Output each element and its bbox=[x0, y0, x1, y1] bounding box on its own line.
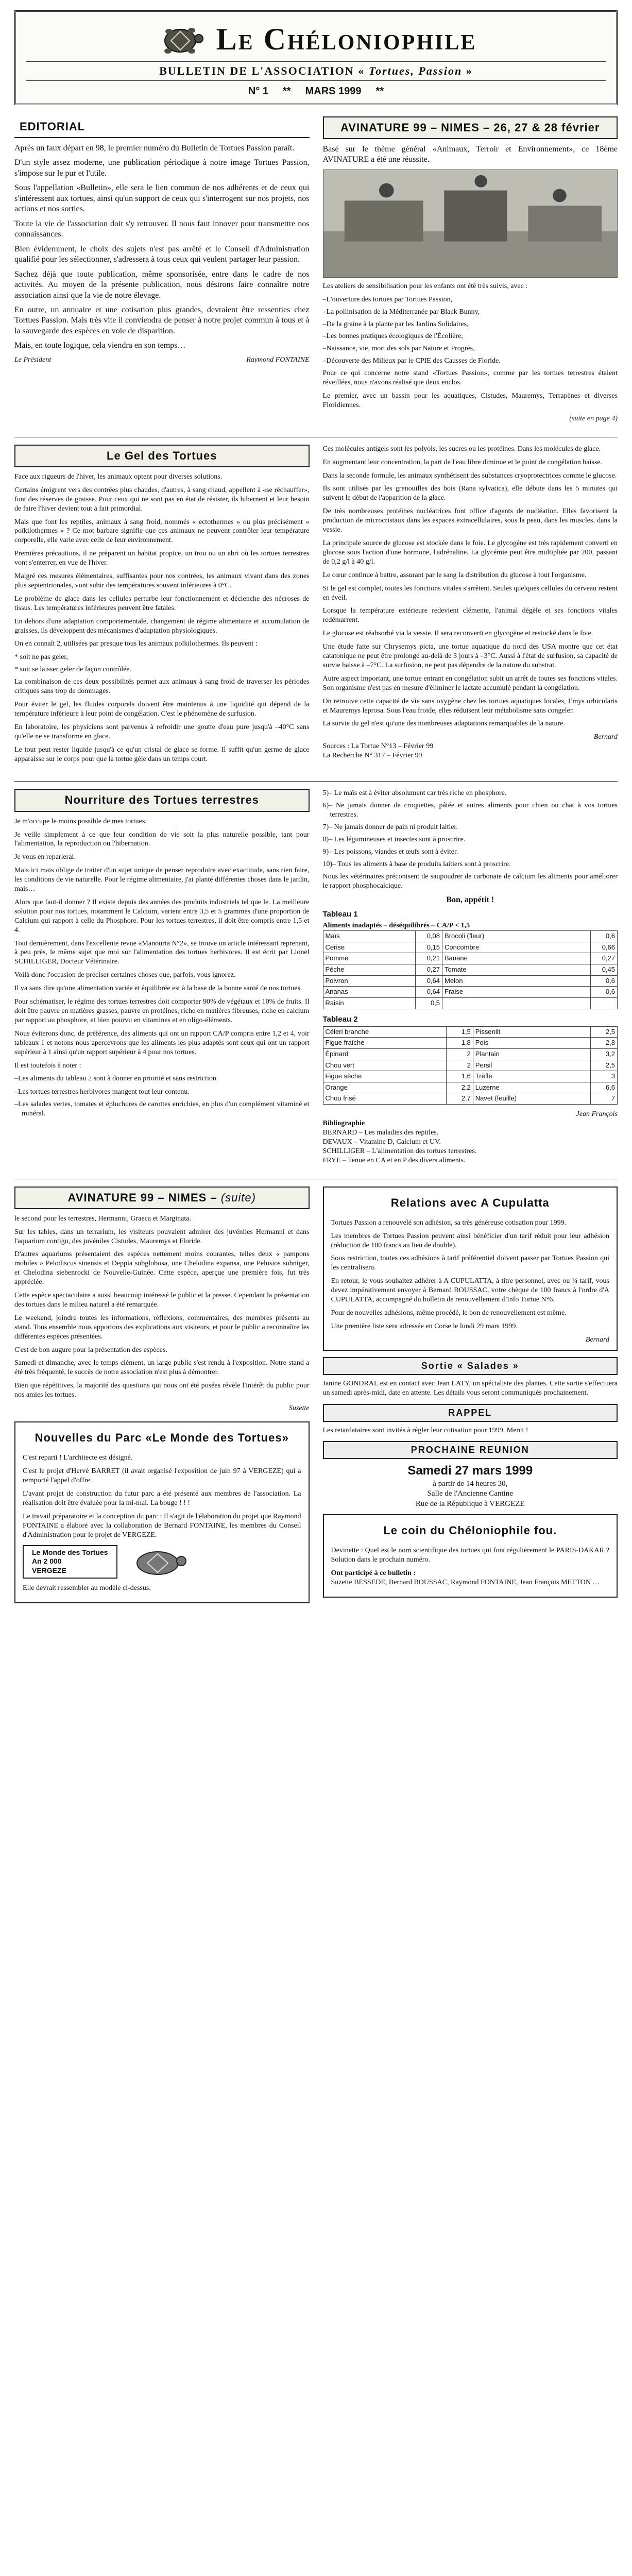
table2-body bbox=[323, 1026, 618, 1104]
reunion-event bbox=[323, 1463, 618, 1509]
gel-right-paragraph: Une étude faite sur Chrysemys picta, une tortue aquatique du nord des USA montre que cet état catatonique ne peut être prolongé au-delà de 3 jours à –3°C. Aussi à l'état de surfusion, sa capacité de survie baisse à –7°C. La surfusion, ne peut pas dépendre de la nature du substrat. bbox=[322, 643, 618, 669]
editorial-section bbox=[14, 116, 310, 423]
cupulatta-paragraph: Les membres de Tortues Passion peuvent ainsi bénéficier d'un tarif réduit pour leur adhésion (réduction de 100 francs au lieu de double). bbox=[331, 1232, 609, 1249]
bibliography-item: DEVAUX – Vitamine D, Calcium et UV. bbox=[322, 1138, 441, 1146]
nourriture-paragraph: Pour schématiser, le régime des tortues terrestres doit comporter 90% de végétaux et 10% de fruits. Il doit être pauvre en matières grasses, pauvre en protéines, riche en matières fibreuses, riche en calcium par rapport au phosphore, et bien pourvu en vitamines et en oligo-éléments. bbox=[14, 998, 310, 1024]
avinature-cont-paragraph: le second pour les terrestres, Hermanni, Graeca et Marginata. bbox=[14, 1214, 191, 1223]
table2-cell: Céleri branche bbox=[323, 1026, 446, 1038]
parc-closing: Elle devrait ressembler au modèle ci-dessus. bbox=[23, 1584, 151, 1592]
cupulatta-paragraph: Sous restriction, toutes ces adhésions à tarif préférentiel doivent passer par Tortues Passion qui les centralisera. bbox=[331, 1255, 609, 1272]
table2-cell: 2,7 bbox=[446, 1093, 473, 1105]
cupulatta-paragraph: Une première liste sera adressée en Corse le lundi 29 mars 1999. bbox=[331, 1322, 518, 1330]
avinature-cont-paragraph: Cette espèce spectaculaire a aussi beaucoup intéressé le public et la presse. Cependant la présentation des tortues dans le milieu naturel a été remarquée. bbox=[14, 1292, 310, 1309]
nourriture-closing: Bon, appétit ! bbox=[446, 895, 494, 904]
table1-body bbox=[323, 931, 618, 1009]
parc-paragraph: L'avant projet de construction du futur parc a été présenté aux membres de l'association. La réalisation doit être évaluée pour la mi-mai. La bouge ! ! ! bbox=[23, 1489, 301, 1507]
gel-paragraph: Mais que font les reptiles, animaux à sang froid, nommés « ectothermes » ou plus précisément « poïkilothermes » ? Ce mot barbare signifie que ces animaux ne peuvent contrôler leur température corporelle, elle varie avec celle de leur environnement. bbox=[14, 518, 310, 545]
table1-cell: Poivron bbox=[323, 975, 416, 987]
gel-right-paragraph: Si le gel est complet, toutes les fonctions vitales s'arrêtent. Seules quelques cellules du cerveau restent en éveil. bbox=[322, 584, 618, 602]
nourriture-signature: Jean François bbox=[576, 1110, 618, 1118]
nourriture-rule-item: 7)– Ne jamais donner de pain ni produit laitier. bbox=[322, 823, 458, 832]
avinature-list-item: –De la graine à la plante par les Jardins Solidaires, bbox=[322, 320, 469, 328]
parc-box bbox=[14, 1421, 310, 1603]
table2-row bbox=[323, 1048, 618, 1060]
avinature-cont-paragraph: Samedi et dimanche, avec le temps clément, un large public s'est rendu à l'exposition. Notre stand a été très fréquenté, le succès de notre association n'est plus à démontrer. bbox=[14, 1359, 310, 1377]
table2-cell: 2,5 bbox=[591, 1026, 618, 1038]
issue-separator-end: ** bbox=[375, 86, 384, 97]
nourriture-rule-item: 8)– Les légumineuses et insectes sont à proscrire. bbox=[322, 836, 466, 844]
parc-paragraph: Le travail préparatoire et la conception du parc : Il s'agit de l'élaboration du projet que Raymond FONTAINE a élaboré avec la collaboration de Bernard FONTAINE, les membres du Conseil d'Administration pour le projet de VERGEZE. bbox=[23, 1512, 301, 1539]
quiz-box bbox=[323, 1514, 618, 1598]
table2-cell: 3 bbox=[591, 1071, 618, 1082]
gel-right-paragraph: Autre aspect important, une tortue entrant en congélation subit un arrêt de toutes ses fonctions vitales. Son organisme n'est pas en mesure d'éliminer le lactate accumulé pendant la congélation. bbox=[322, 674, 618, 692]
masthead-subtitle: BULLETIN DE L'ASSOCIATION « Tortues, Passion » bbox=[26, 61, 606, 81]
editorial-title: EDITORIAL bbox=[14, 116, 310, 138]
nourriture-paragraph: Mais ici mais oblige de traiter d'un sujet unique de penser reproduire avec exactitude, sans rien faire, les conditions de vie naturelle. Pour le régime alimentaire, j'ai planté différentes choses dans le jardin, mais… bbox=[14, 867, 310, 893]
nourriture-rule-item: 9)– Les poissons, viandes et œufs sont à éviter. bbox=[322, 848, 458, 856]
gel-paragraph: En laboratoire, les physiciens sont parvenus à refroidir une goutte d'eau pure jusqu'à –40°C sans qu'elle ne se transforme en glace. bbox=[14, 723, 310, 740]
table2-cell: Chou frisé bbox=[323, 1093, 446, 1105]
table2-row bbox=[323, 1082, 618, 1093]
avinature-cont-paragraph: Le weekend, joindre toutes les informations, réflexions, commentaires, des membres présents au stand. Tous ensemble nous apportons des explications aux visiteurs, et pour le public a reconnaître les différentes espèces présentées. bbox=[14, 1314, 310, 1341]
cupulatta-box bbox=[323, 1187, 618, 1351]
editorial-signature bbox=[14, 355, 310, 365]
table1-cell: Cerise bbox=[323, 942, 416, 953]
table1-caption: Aliments inadaptés – déséquilibrés – CA/P < 1,5 bbox=[322, 922, 470, 930]
issue-number: N° 1 bbox=[248, 86, 269, 97]
table1-cell: Banane bbox=[442, 953, 591, 964]
quiz-text: Devinette : Quel est le nom scientifique des tortues qui font régulièrement le PARIS-DAKAR ? Solution dans le prochain numéro. bbox=[331, 1546, 609, 1564]
avinature-paragraph: Basé sur le thème général «Animaux, Terroir et Environnement», ce 18ème AVINATURE a été une réussite. bbox=[322, 144, 618, 164]
table2-cell: 2,8 bbox=[591, 1038, 618, 1049]
table2-cell: 2 bbox=[446, 1060, 473, 1071]
nourriture-paragraph: Il va sans dire qu'une alimentation variée et équilibrée est à la base de la bonne santé de nos tortues. bbox=[14, 985, 302, 993]
table1-cell: 0,66 bbox=[591, 942, 618, 953]
gel-paragraph: Certains émigrent vers des contrées plus chaudes, d'autres, à sang chaud, appellent à «se réchauffer», font des réserves de graisse. Pour ceux qui ne sont pas en état de résister, ils hibernent et leur besoin de faire l'hiver devient tout à fait primordial. bbox=[14, 486, 310, 513]
editorial-sign-left: Le Président bbox=[14, 355, 52, 364]
table2-cell: 2 bbox=[446, 1048, 473, 1060]
table1-row bbox=[323, 953, 618, 964]
avinature-list-item: –Découverte des Milieux par le CPIE des Causses de Floride. bbox=[322, 357, 501, 365]
avinature-cont-paragraph: Bien que répétitives, la majorité des questions qui nous ont été posées révèle l'intérêt du public pour nos amies les tortues. bbox=[14, 1382, 310, 1399]
avinature-cont-suite: (suite) bbox=[220, 1191, 256, 1204]
gel-right-paragraph: La survie du gel n'est qu'une des nombreuses adaptations remarquables de la nature. bbox=[322, 720, 565, 728]
table2-cell: 1,8 bbox=[446, 1038, 473, 1049]
gel-paragraph: On en connaît 2, utilisées par presque tous les animaux poïkilothermes. Ils peuvent : bbox=[14, 640, 258, 648]
masthead-subtitle-prefix: BULLETIN DE L'ASSOCIATION bbox=[159, 64, 354, 77]
nourriture-list-item: –Les tortues terrestres herbivores mangent tout leur contenu. bbox=[14, 1088, 190, 1096]
table1-row bbox=[323, 997, 618, 1009]
bibliography-item: FRYE – Tenue en CA et en P des divers aliments. bbox=[322, 1156, 466, 1164]
table1-cell: 0,5 bbox=[416, 997, 442, 1009]
avinature-cont-title bbox=[14, 1187, 310, 1209]
gel-title: Le Gel des Tortues bbox=[14, 445, 310, 467]
parc-turtle-icon bbox=[127, 1544, 189, 1580]
nourriture-paragraph: Tout dernièrement, dans l'excellente revue «Manouria N°2», se trouve un article intéressant reprenant, à peu près, le même sujet que moi sur l'alimentation des tortues herbivores. Il est écrit par Lionel SCHILLIGER, Docteur Vétérinaire. bbox=[14, 939, 310, 966]
turtle-logo-icon bbox=[156, 19, 205, 59]
table2-cell: 6,6 bbox=[591, 1082, 618, 1093]
table1-cell: Raisin bbox=[323, 997, 416, 1009]
reunion-place: Rue de la République à VERGEZE bbox=[415, 1499, 525, 1508]
issue-date: MARS 1999 bbox=[305, 86, 362, 97]
avinature-section bbox=[323, 116, 618, 423]
gel-right-paragraph: Le glucose est réabsorbé via la vessie. Il sera reconverti en glycogène et restocké dans le foie. bbox=[322, 630, 593, 638]
avinature-list-item: –Les bonnes pratiques écologiques de l'Écolière, bbox=[322, 332, 463, 341]
avinature-paragraph: Pour ce qui concerne notre stand «Tortues Passion», comme par les tortues terrestres étaient réveillées, nous n'avons réalisé que deux enclos. bbox=[322, 369, 618, 387]
row-nourriture bbox=[14, 789, 618, 1165]
gel-paragraph: Face aux rigueurs de l'hiver, les animaux optent pour diverses solutions. bbox=[14, 472, 223, 481]
table1-cell: Maïs bbox=[323, 931, 416, 942]
table1-cell: 0,64 bbox=[416, 975, 442, 987]
masthead-logo-row bbox=[26, 19, 606, 59]
salades-text: Janine GONDRAL est en contact avec Jean LATY, un spécialiste des plantes. Cette sortie s'effectuera un samedi après-midi, date en attente. Les détails vous seront communiqués prochainement. bbox=[322, 1379, 618, 1397]
gel-source: Sources : La Tortue N°13 – Février 99 bbox=[322, 742, 434, 751]
editorial-paragraph: Sachez déjà que toute publication, même sponsorisée, entre dans le cadre de nos activités. Au moyen de la présente publication, nous désirons faire connaître notre association ainsi que la vie de notre élevage. bbox=[14, 269, 310, 300]
gel-paragraph: Pour éviter le gel, les fluides corporels doivent être maintenus à une liquidité qui dépend de la température inférieure à leur point de congélation. C'est le phénomène de surfusion. bbox=[14, 701, 310, 718]
nourriture-paragraph: Alors que faut-il donner ? Il existe depuis des années des produits industriels tel que le. La meilleure solution pour nos tortues, notamment le Calcium, varient entre 3,5 et 5 grammes d'une proportion de Calcium qui rapport à celle du Phosphore. Pour les tortues terrestres, il doit être compris entre 1,5 et 4. bbox=[14, 898, 310, 934]
gel-right-paragraph: Ils sont utilisés par les grenouilles des bois (Rana sylvatica), elle débute dans les 5 minutes qui suivent le début de l'apparition de la glace. bbox=[322, 485, 618, 502]
avinature-cont-signature: Suzette bbox=[288, 1404, 310, 1413]
nourriture-rule-item: 6)– Ne jamais donner de croquettes, pâtée et autres aliments pour chien ou chat à vos tortues terrestres. bbox=[322, 802, 618, 819]
avinature-paragraph: Les ateliers de sensibilisation pour les enfants ont été très suivis, avec : bbox=[322, 282, 528, 290]
gel-paragraph: La combinaison de ces deux possibilités permet aux animaux à sang froid de traverser les périodes critiques sans trop de dommages. bbox=[14, 678, 310, 696]
quiz-title: Le coin du Chéloniophile fou. bbox=[383, 1523, 557, 1537]
table2 bbox=[323, 1026, 618, 1105]
parc-paragraph: C'est reparti ! L'architecte est désigné. bbox=[23, 1454, 133, 1462]
table1-cell: 0,6 bbox=[591, 931, 618, 942]
cupulatta-title: Relations avec A Cupulatta bbox=[390, 1196, 550, 1209]
table2-cell: Figue sèche bbox=[323, 1071, 446, 1082]
table1-cell: 0,27 bbox=[591, 953, 618, 964]
editorial-paragraph: Sous l'appellation «Bulletin», elle sera le lien commun de nos adhérents et de ceux qui s'intéressent aux tortues, ainsi qu'un support de ceux qui s'interrogent sur nos projets, nos actions et nos sorties. bbox=[14, 183, 310, 214]
avinature-title: AVINATURE 99 – NIMES – 26, 27 & 28 février bbox=[323, 116, 618, 139]
avinature-continued: (suite en page 4) bbox=[569, 414, 618, 422]
avinature-paragraph: Le premier, avec un bassin pour les aquatiques, Cistudes, Mauremys, Terrapènes et diverses Floridiennes. bbox=[322, 392, 618, 409]
reunion-place: Salle de l'Ancienne Cantine bbox=[427, 1489, 513, 1498]
avinature-cont-paragraph: D'autres aquariums présentaient des espèces nettement moins courantes, telles deux « pampons mobiles » Pelodiscus sinensis et Deppia subglobosa, une Chelodina expansa, une Pelusios subniger, et Chelodina siebenrocki de Nouvelle-Guinée. Cette espèce, aperçue une première fois, fut très appréciée. bbox=[14, 1250, 310, 1286]
nourriture-rule-item: 5)– Le maïs est à éviter absolument car très riche en phosphore. bbox=[322, 789, 507, 798]
table1-cell: 0,6 bbox=[591, 975, 618, 987]
table2-cell: Chou vert bbox=[323, 1060, 446, 1071]
table1-cell: Melon bbox=[442, 975, 591, 987]
avinature-list-item: –Naissance, vie, mort des sols par Nature et Progrès, bbox=[322, 345, 475, 353]
table2-title: Tableau 2 bbox=[322, 1014, 358, 1024]
table2-row bbox=[323, 1071, 618, 1082]
avinature-cont-paragraph: C'est de bon augure pour la présentation des espèces. bbox=[14, 1346, 167, 1354]
bibliography-item: SCHILLIGER – L'alimentation des tortues terrestres. bbox=[322, 1147, 477, 1155]
row-editorial bbox=[14, 116, 618, 423]
masthead-subtitle-name: Tortues, Passion bbox=[368, 64, 463, 77]
table1-cell: 0,21 bbox=[416, 953, 442, 964]
table2-cell: Plantain bbox=[473, 1048, 590, 1060]
avinature-photo bbox=[323, 170, 618, 278]
table1 bbox=[323, 930, 618, 1009]
credits-text: Suzette BESSEDE, Bernard BOUSSAC, Raymond FONTAINE, Jean François METTON … bbox=[331, 1578, 600, 1586]
table2-cell: Pois bbox=[473, 1038, 590, 1049]
table2-row bbox=[323, 1026, 618, 1038]
gel-right-paragraph: De très nombreuses protéines nucléatrices font office d'agents de nucléation. Elles favorisent la production de microcristaux dans les espaces extracellulaires, sous la peau, dans les muscles, dans la vessie. bbox=[322, 507, 618, 534]
issue-separator: ** bbox=[283, 86, 291, 97]
salades-title: Sortie « Salades » bbox=[323, 1357, 618, 1375]
table2-cell: Persil bbox=[473, 1060, 590, 1071]
table2-cell: Luzerne bbox=[473, 1082, 590, 1093]
table2-row bbox=[323, 1093, 618, 1105]
credits-title: Ont participé à ce bulletin : bbox=[331, 1569, 416, 1577]
table1-cell: Pêche bbox=[323, 964, 416, 976]
table1-row bbox=[323, 942, 618, 953]
parc-label-line: An 2 000 bbox=[32, 1557, 62, 1566]
nourriture-list-item: –Les salades vertes, tomates et épluchures de carottes enrichies, en plus d'un complément vitaminé et minéral. bbox=[14, 1100, 310, 1118]
row-gel bbox=[14, 445, 618, 768]
table2-cell: 1,5 bbox=[446, 1026, 473, 1038]
rappel-text: Les retardataires sont invités à régler leur cotisation pour 1999. Merci ! bbox=[322, 1426, 528, 1434]
nourriture-paragraph: Voilà donc l'occasion de préciser certaines choses que, parfois, vous ignorez. bbox=[14, 971, 236, 979]
rappel-title: RAPPEL bbox=[323, 1404, 618, 1422]
nourriture-rule-item: Nous les vétérinaires préconisent de saupoudrer de carbonate de calcium les aliments pour améliorer le rapport phosphocalcique. bbox=[322, 872, 618, 890]
nourriture-paragraph: Je veille simplement à ce que leur condition de vie soit la plus naturelle possible, tant pour l'alimentation, la reproduction ou l'hibernation. bbox=[14, 831, 310, 848]
parc-label bbox=[23, 1545, 117, 1579]
cupulatta-signature: Bernard bbox=[585, 1335, 609, 1344]
gel-paragraph: Le tout peut rester liquide jusqu'à ce qu'un cristal de glace se forme. Il suffit qu'un germe de glace apparaisse sur le corps pour que la tortue gèle dans un temps court. bbox=[14, 745, 310, 763]
table2-cell: 2,2 bbox=[446, 1082, 473, 1093]
editorial-sign-right: Raymond FONTAINE bbox=[246, 355, 310, 364]
table2-cell: Figue fraîche bbox=[323, 1038, 446, 1049]
nourriture-paragraph: Nous éviterons donc, de préférence, des aliments qui ont un rapport CA/P compris entre 1,2 et 4, voir tableaux 1 et notons nous apercevrons que les aliments les plus adaptés sont ceux qui ont un rapport supérieur à 1 ainsi qu'un rapport supérieur à 4 pour nos tortues. bbox=[14, 1029, 310, 1056]
editorial-paragraph: En outre, un annuaire et une cotisation plus grandes, devraient être ressenties chez Tortues Passion. Mais très vite il conviendra de penser à notre projet commun à tous et à la sauvegarde des espèces en voie de disparition. bbox=[14, 306, 310, 335]
masthead-title: Le Chéloniophile bbox=[216, 22, 477, 56]
avinature-cont-title-text: AVINATURE 99 – NIMES – bbox=[67, 1191, 217, 1204]
table1-row bbox=[323, 987, 618, 998]
nourriture-paragraph: Il est toutefois à noter : bbox=[14, 1061, 81, 1070]
table2-cell: Épinard bbox=[323, 1048, 446, 1060]
table2-row bbox=[323, 1060, 618, 1071]
table1-row bbox=[323, 975, 618, 987]
row-last bbox=[14, 1187, 618, 1604]
nourriture-title: Nourriture des Tortues terrestres bbox=[14, 789, 310, 811]
table2-cell: 3,2 bbox=[591, 1048, 618, 1060]
table1-row bbox=[323, 931, 618, 942]
gel-section bbox=[14, 445, 310, 768]
table1-cell: 0,45 bbox=[591, 964, 618, 976]
gel-signature: Bernard bbox=[593, 733, 618, 741]
table1-cell: 0,6 bbox=[591, 987, 618, 998]
gel-right-paragraph: Lorsque la température extérieure redevient clémente, l'animal dégèle et ses fonctions vitales redémarrent. bbox=[322, 607, 618, 624]
avinature-list-item: –L'ouverture des tortues par Tortues Passion, bbox=[322, 295, 453, 303]
bibliography-item: BERNARD – Les maladies des reptiles. bbox=[322, 1128, 439, 1137]
table1-cell: Tomate bbox=[442, 964, 591, 976]
parc-title: Nouvelles du Parc «Le Monde des Tortues» bbox=[35, 1431, 289, 1444]
table1-cell: Brocoli (fleur) bbox=[442, 931, 591, 942]
cupulatta-paragraph: En retour, le vous souhaitez adhérer à A CUPULATTA, à titre personnel, avec ou ¼ tarif, vous devez impérativement envoyer à Bernard BOUSSAC, votre chèque de 100 francs à l'ordre d'A CUPULATTA, accompagné du bulletin de renouvellement d'Info Tortue N°6. bbox=[331, 1277, 609, 1304]
table1-cell: Pomme bbox=[323, 953, 416, 964]
table1-cell: Ananas bbox=[323, 987, 416, 998]
masthead bbox=[14, 10, 618, 105]
table1-title: Tableau 1 bbox=[322, 910, 358, 919]
table1-cell: 0,08 bbox=[416, 931, 442, 942]
gel-paragraph: Malgré ces mesures élémentaires, suffisantes pour nos contrées, les animaux vivant dans des zones plus septentrionales, vont subir des températures souvent inférieures à 0°C. bbox=[14, 572, 310, 589]
gel-right-paragraph: Ces molécules antigels sont les polyols, les sucres ou les protéines. Dans les molécules de glace. bbox=[322, 445, 601, 453]
table2-cell: 1,6 bbox=[446, 1071, 473, 1082]
last-left-column bbox=[14, 1187, 310, 1604]
nourriture-section bbox=[14, 789, 310, 1165]
table1-cell: Concombre bbox=[442, 942, 591, 953]
editorial-paragraph: Mais, en toute logique, cela viendra en son temps… bbox=[14, 341, 186, 350]
nourriture-rule-item: 10)– Tous les aliments à base de produits laitiers sont à proscrire. bbox=[322, 860, 511, 868]
gel-right-paragraph: Le cœur continue à battre, assurant par le sang la distribution du glucose à tout l'organisme. bbox=[322, 571, 587, 579]
gel-right-paragraph: On retrouve cette capacité de vie sans oxygène chez les tortues aquatiques locales, Emys orbicularis et Mauremys leprosa. Sous l'eau froide, elles réduisent leur métabolisme sans congeler. bbox=[322, 697, 618, 715]
nourriture-right-section bbox=[323, 789, 618, 1165]
table1-cell bbox=[591, 997, 618, 1009]
bibliography-title: Bibliographie bbox=[322, 1120, 365, 1127]
table1-cell: Fraise bbox=[442, 987, 591, 998]
gel-paragraph: En dehors d'une adaptation comportementale, changement de régime alimentaire et accumulation de graisses, ils développent des mécanismes d'adaptation physiologiques. bbox=[14, 617, 310, 635]
last-right-column bbox=[323, 1187, 618, 1604]
table2-cell: Navet (feuille) bbox=[473, 1093, 590, 1105]
gel-right-paragraph: La principale source de glucose est stockée dans le foie. Le glycogène est très rapidement converti en glucose sous l'action d'une hormone, l'adrénaline. La glycémie peut être multipliée par 200, passant de 0,2 g/l à 40 g/l. bbox=[322, 539, 618, 566]
editorial-paragraph: Toute la vie de l'association doit s'y retrouver. Il nous faut innover pour transmettre nos connaissances. bbox=[14, 219, 310, 239]
gel-right-paragraph: Dans la seconde formule, les animaux synthétisent des substances cryoprotectrices comme le glucose. bbox=[322, 471, 617, 480]
avinature-list-item: –La pollinisation de la Méditerranée par Black Bunny, bbox=[322, 308, 480, 316]
editorial-paragraph: Bien évidemment, le choix des sujets n'est pas arrêté et le Conseil d'Administration qualifié pour les sélectionner, s'adressera à tous ceux qui veulent partager leur passion. bbox=[14, 244, 310, 264]
gel-source: La Recherche N° 317 – Février 99 bbox=[322, 752, 422, 760]
cupulatta-paragraph: Tortues Passion a renouvelé son adhésion, sa très généreuse cotisation pour 1999. bbox=[331, 1218, 567, 1227]
table2-cell: Pissenlit bbox=[473, 1026, 590, 1038]
table2-cell: Trèfle bbox=[473, 1071, 590, 1082]
nourriture-paragraph: Je vous en reparlerai. bbox=[14, 853, 76, 861]
avinature-cont-paragraph: Sur les tables, dans un terrarium, les visiteurs pouvaient admirer des juvéniles Hermanni et dans l'aquarium contigu, des juvéniles Cistudes, Mauremys et Floride. bbox=[14, 1228, 310, 1245]
editorial-paragraph: D'un style assez moderne, une publication périodique à notre image Tortues Passion, s'impose sur le pur et l'utile. bbox=[14, 158, 310, 178]
table1-cell bbox=[442, 997, 591, 1009]
table2-cell: Orange bbox=[323, 1082, 446, 1093]
divider bbox=[14, 781, 618, 782]
exhibition-photo-icon bbox=[323, 170, 618, 277]
reunion-time: à partir de 14 heures 30, bbox=[433, 1480, 508, 1488]
cupulatta-paragraph: Pour de nouvelles adhésions, même procédé, le bon de renouvellement est même. bbox=[331, 1309, 567, 1317]
parc-label-line: Le Monde des Tortues bbox=[32, 1548, 108, 1556]
nourriture-paragraph: Je m'occupe le moins possible de mes tortues. bbox=[14, 817, 147, 825]
parc-paragraph: C'est le projet d'Hervé BARRET (il avait organisé l'exposition de juin 97 à VERGEZE) qui a remporté l'appel d'offre. bbox=[23, 1467, 301, 1484]
parc-label-line: VERGEZE bbox=[32, 1566, 66, 1575]
gel-list-item: * soit se laisser geler de façon contrôlée. bbox=[14, 666, 132, 674]
gel-list-item: * soit ne pas geler, bbox=[14, 653, 69, 662]
issue-line bbox=[26, 85, 606, 98]
table2-cell: 7 bbox=[591, 1093, 618, 1105]
table1-cell: 0,64 bbox=[416, 987, 442, 998]
editorial-paragraph: Après un faux départ en 98, le premier numéro du Bulletin de Tortues Passion paraît. bbox=[14, 143, 295, 152]
table2-cell: 2,5 bbox=[591, 1060, 618, 1071]
parc-label-row bbox=[23, 1544, 301, 1580]
table1-row bbox=[323, 964, 618, 976]
gel-right-paragraph: En augmentant leur concentration, la part de l'eau libre diminue et le point de congélation baisse. bbox=[322, 458, 602, 466]
reunion-date: Samedi 27 mars 1999 bbox=[407, 1464, 533, 1478]
table2-row bbox=[323, 1038, 618, 1049]
nourriture-paragraph: –Les aliments du tableau 2 sont à donner en priorité et sans restriction. bbox=[14, 1075, 218, 1083]
gel-right-section bbox=[323, 445, 618, 768]
reunion-title: PROCHAINE REUNION bbox=[323, 1441, 618, 1459]
gel-paragraph: Premières précautions, il ne préparent un habitat propice, un trou ou un abri où les tortues terrestres vont s'enterrer, en vue de l'hiver. bbox=[14, 550, 310, 567]
gel-paragraph: Le problème de glace dans les cellules perturbe leur fonctionnement et déclenche des nécroses de tissus. Les températures inférieures peuvent être fatales. bbox=[14, 595, 310, 612]
table1-cell: 0,27 bbox=[416, 964, 442, 976]
table1-cell: 0,15 bbox=[416, 942, 442, 953]
